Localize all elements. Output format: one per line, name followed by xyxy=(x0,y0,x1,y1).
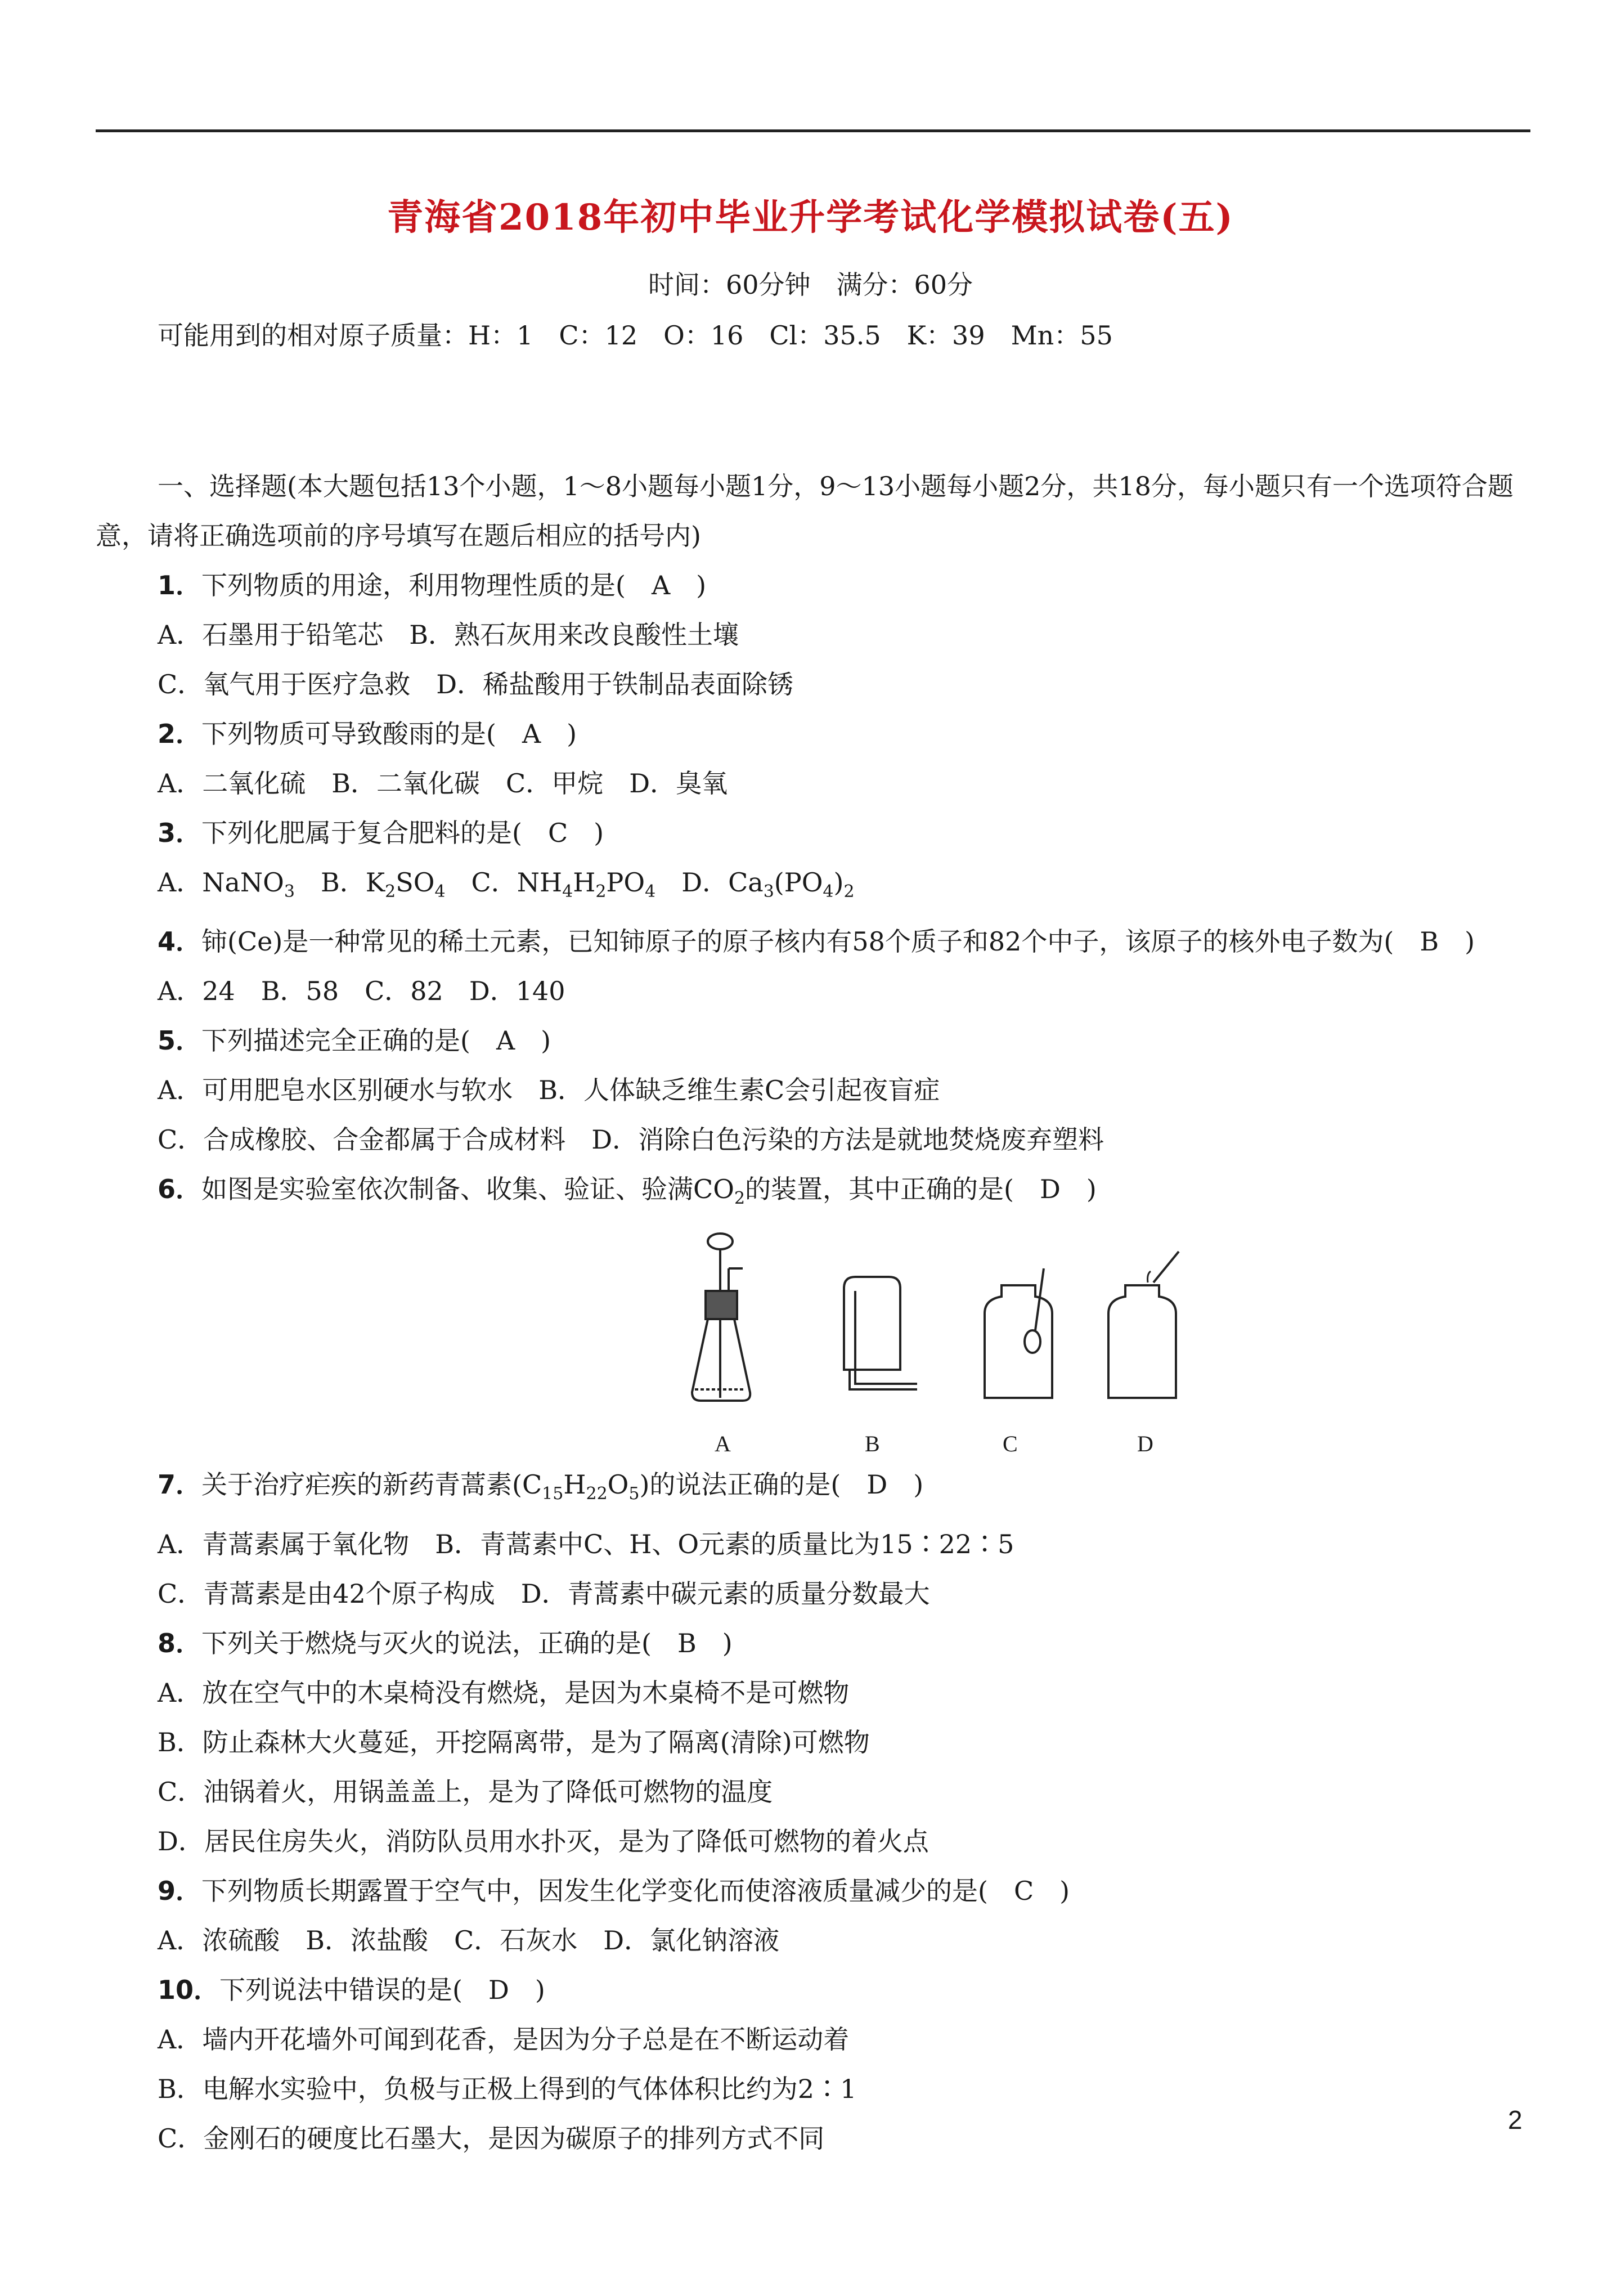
question-number: 5． xyxy=(158,1025,202,1056)
question-number: 4． xyxy=(158,926,202,957)
section-heading: 一、选择题(本大题包括13个小题，1～8小题每小题1分，9～13小题每小题2分，共18分，每小题只有一个选项符合题意，请将正确选项前的序号填写在题后相应的括号内) xyxy=(96,471,1514,551)
question-stem: 下列关于燃烧与灭火的说法，正确的是( B ) xyxy=(201,1627,733,1658)
question-10 xyxy=(96,1965,1530,2015)
question-number: 9． xyxy=(158,1875,202,1906)
question-8 xyxy=(96,1618,1530,1668)
option-line: A．可用肥皂水区别硬水与软水 B．人体缺乏维生素C会引起夜盲症 xyxy=(158,1075,940,1106)
question-number: 6． xyxy=(158,1174,202,1205)
exam-title: 青海省2018年初中毕业升学考试化学模拟试卷(五) xyxy=(387,196,1234,239)
figure-label-a: A xyxy=(715,1431,731,1457)
question-7: 7．关于治疗疟疾的新药青蒿素$(C_{15}H_{22}O_5)$的说法正确的是( D ) xyxy=(158,1469,924,1504)
question-number: 10． xyxy=(158,1974,220,2005)
option-line: C．油锅着火，用锅盖盖上，是为了降低可燃物的温度 xyxy=(158,1776,773,1807)
question-stem: 铈(Ce)是一种常见的稀土元素，已知铈原子的原子核内有58个质子和82个中子，该原子的核外电子数为( B ) xyxy=(201,926,1475,957)
question-stem: 下列描述完全正确的是( A ) xyxy=(201,1025,551,1056)
question-number: 1． xyxy=(158,570,202,600)
question-4 xyxy=(96,917,1530,966)
atomic-masses: 可能用到的相对原子质量：H：1 C：12 O：16 Cl：35.5 K：39 Mn：55 xyxy=(158,320,1113,351)
question-stem-b: 的装置，其中正确的是( D ) xyxy=(745,1174,1097,1205)
figure-label-c: C xyxy=(1003,1431,1018,1457)
question-stem: 下列说法中错误的是( D ) xyxy=(219,1974,545,2005)
question-1 xyxy=(96,560,1530,610)
figure-label-b: B xyxy=(865,1431,880,1457)
option-line: A．浓硫酸 B．浓盐酸 C．石灰水 D．氯化钠溶液 xyxy=(158,1925,780,1956)
question-number: 2． xyxy=(158,719,202,749)
question-number: 8． xyxy=(158,1627,202,1658)
question-stem: 下列物质的用途，利用物理性质的是( A ) xyxy=(201,570,707,600)
option-line: B．电解水实验中，负极与正极上得到的气体体积比约为2∶1 xyxy=(158,2073,857,2104)
option-line: C．青蒿素是由42个原子构成 D．青蒿素中碳元素的质量分数最大 xyxy=(158,1578,930,1609)
question-3 xyxy=(96,808,1530,858)
header-rule xyxy=(96,129,1530,132)
option-line: A．墙内开花墙外可闻到花香，是因为分子总是在不断运动着 xyxy=(158,2024,850,2055)
question-stem-a: 关于治疗疟疾的新药青蒿素(C xyxy=(201,1469,542,1500)
option-line: A．石墨用于铅笔芯 B．熟石灰用来改良酸性土壤 xyxy=(158,620,739,650)
option-line: C．金刚石的硬度比石墨大，是因为碳原子的排列方式不同 xyxy=(158,2123,825,2154)
question-stem: 下列物质长期露置于空气中，因发生化学变化而使溶液质量减少的是( C ) xyxy=(201,1875,1070,1906)
question-stem: 下列物质可导致酸雨的是( A ) xyxy=(201,719,577,749)
question-9 xyxy=(96,1866,1530,1916)
option-line-formulas: A．NaNO$_3$ B．$K_2SO_4$ C．$NH_4H_2PO_4$ D．$Ca_3(PO_4)_2$ xyxy=(158,867,855,902)
option-line: A．青蒿素属于氧化物 B．青蒿素中C、H、O元素的质量比为15∶22∶5 xyxy=(158,1528,1014,1559)
lab-apparatus-illustration xyxy=(574,1229,1221,1420)
apparatus-c-bottle xyxy=(985,1268,1052,1398)
question-number: 7． xyxy=(158,1469,202,1500)
exam-time-score: 时间：60分钟 满分：60分 xyxy=(648,270,973,300)
question-stem-b: )的说法正确的是( D ) xyxy=(639,1469,924,1500)
option-line: A．24 B．58 C．82 D．140 xyxy=(158,976,565,1007)
question-6: 6．如图是实验室依次制备、收集、验证、验满$CO_2$的装置，其中正确的是( D ) xyxy=(158,1174,1097,1209)
apparatus-figure xyxy=(96,1229,1530,1460)
option-line: B．防止森林大火蔓延，开挖隔离带，是为了隔离(清除)可燃物 xyxy=(158,1727,870,1757)
page-number: 2 xyxy=(1508,2105,1523,2134)
option-line: A．放在空气中的木桌椅没有燃烧，是因为木桌椅不是可燃物 xyxy=(158,1677,850,1708)
apparatus-b-collection-bottle xyxy=(844,1277,917,1389)
option-line: C．合成橡胶、合金都属于合成材料 D．消除白色污染的方法是就地焚烧废弃塑料 xyxy=(158,1124,1104,1155)
question-content xyxy=(96,461,1530,2163)
question-number: 3． xyxy=(158,818,202,848)
option-line: D．居民住房失火，消防队员用水扑灭，是为了降低可燃物的着火点 xyxy=(158,1826,929,1856)
apparatus-a-flask xyxy=(692,1234,750,1401)
question-2 xyxy=(96,709,1530,759)
option-line: A．二氧化硫 B．二氧化碳 C．甲烷 D．臭氧 xyxy=(158,768,728,799)
question-stem: 下列化肥属于复合肥料的是( C ) xyxy=(201,818,604,848)
apparatus-d-bottle xyxy=(1108,1252,1179,1398)
question-stem-a: 如图是实验室依次制备、收集、验证、验满CO xyxy=(201,1174,734,1205)
option-line: C．氧气用于医疗急救 D．稀盐酸用于铁制品表面除锈 xyxy=(158,669,794,699)
figure-label-d: D xyxy=(1137,1431,1153,1457)
question-5 xyxy=(96,1016,1530,1065)
